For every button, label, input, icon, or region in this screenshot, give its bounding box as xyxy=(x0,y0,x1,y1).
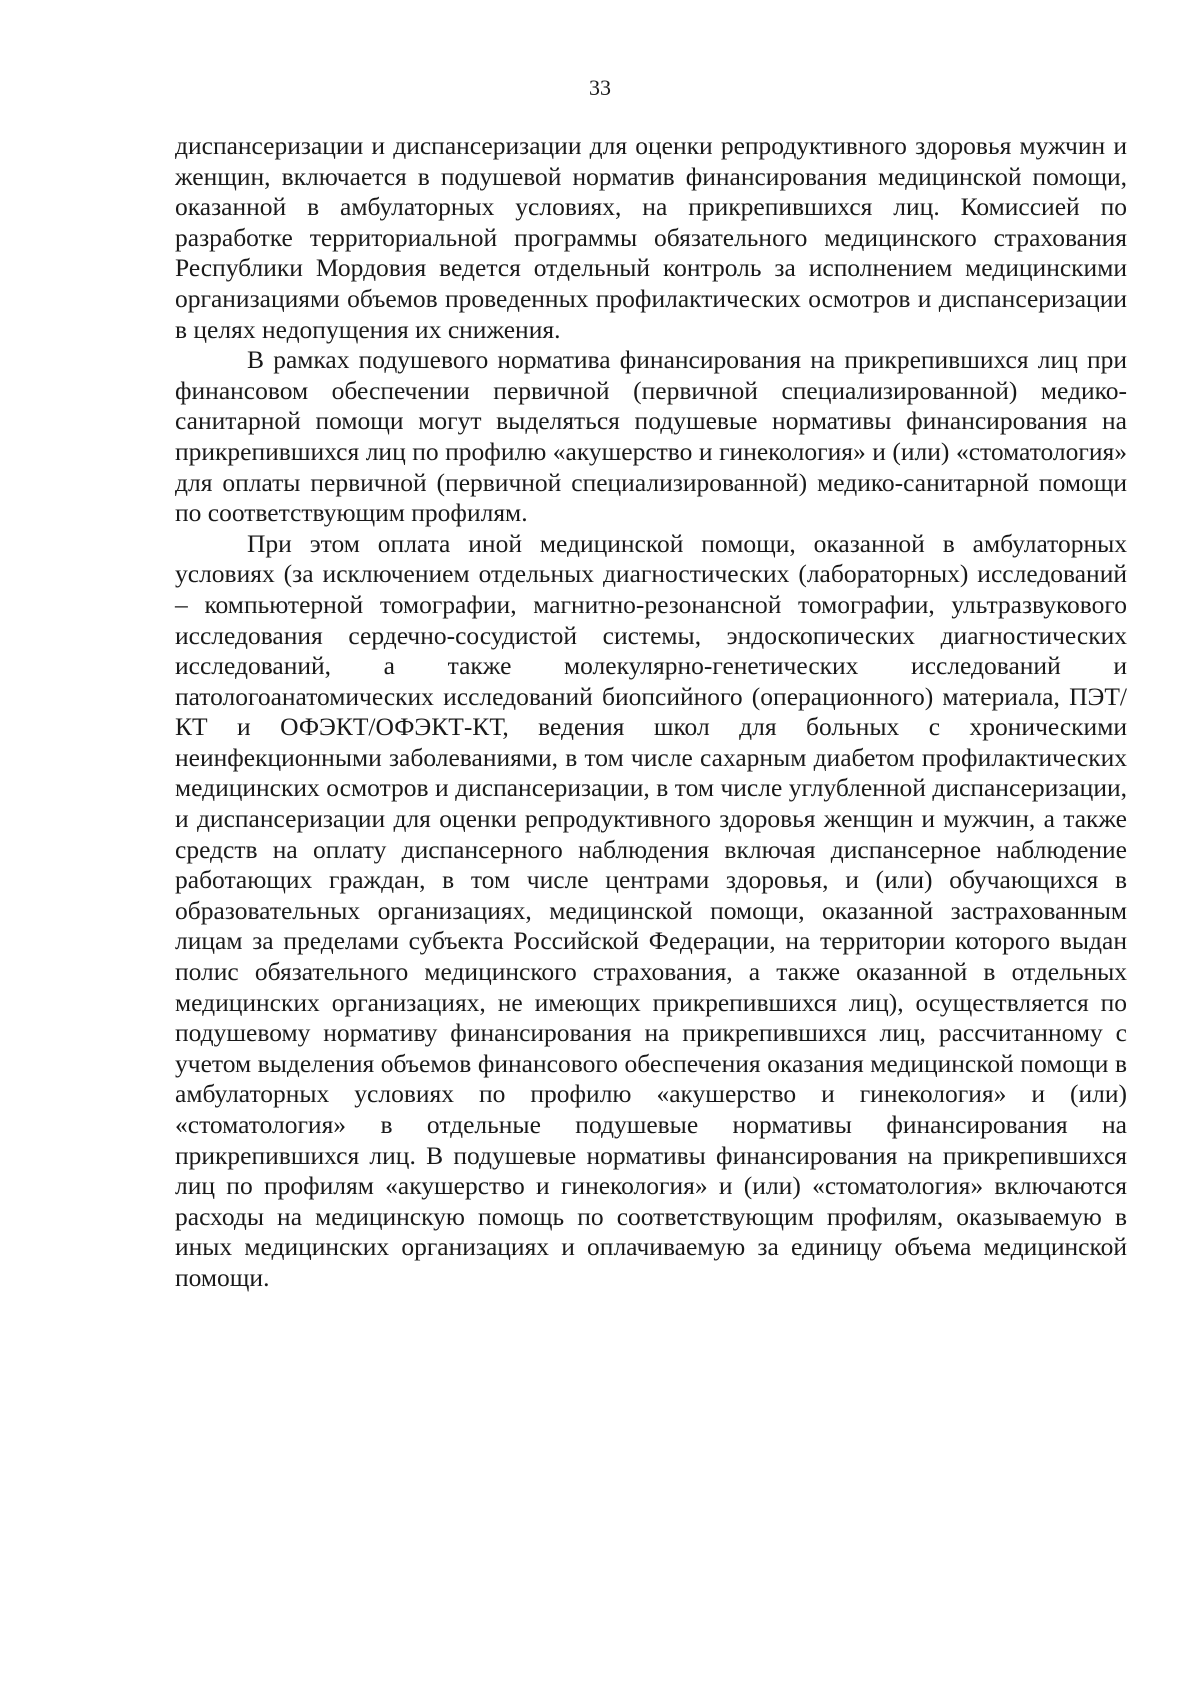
page-number: 33 xyxy=(589,75,611,100)
document-body xyxy=(175,131,1127,1294)
paragraph-per-capita-standards: В рамках подушевого норматива финансирования на прикрепившихся лиц при финансовом обеспечении первичной (первичной специализированной) медико-санитарной помощи могут выделяться подушевые нормативы финансирования на прикрепившихся лиц по профилю «акушерство и гинекология» и (или) «стоматология» для оплаты первичной (первичной специализированной) медико-санитарной помощи по соответствующим профилям. xyxy=(175,345,1127,528)
paragraph-payment-other-care: При этом оплата иной медицинской помощи, оказанной в амбулаторных условиях (за исключением отдельных диагностических (лабораторных) исследований – компьютерной томографии, магнитно-резонансной томографии, ультразвукового исследования сердечно-сосудистой системы, эндоскопических диагностических исследований, а также молекулярно-генетических исследований и патологоанатомических исследований биопсийного (операционного) материала, ПЭТ/КТ и ОФЭКТ/ОФЭКТ-КТ, ведения школ для больных с хроническими неинфекционными заболеваниями, в том числе сахарным диабетом профилактических медицинских осмотров и диспансеризации, в том числе углубленной диспансеризации, и диспансеризации для оценки репродуктивного здоровья женщин и мужчин, а также средств на оплату диспансерного наблюдения включая диспансерное наблюдение работающих граждан, в том числе центрами здоровья, и (или) обучающихся в образовательных организациях, медицинской помощи, оказанной застрахованным лицам за пределами субъекта Российской Федерации, на территории которого выдан полис обязательного медицинского страхования, а также оказанной в отдельных медицинских организациях, не имеющих прикрепившихся лиц), осуществляется по подушевому нормативу финансирования на прикрепившихся лиц, рассчитанному с учетом выделения объемов финансового обеспечения оказания медицинской помощи в амбулаторных условиях по профилю «акушерство и гинекология» и (или) «стоматология» в отдельные подушевые нормативы финансирования на прикрепившихся лиц. В подушевые нормативы финансирования на прикрепившихся лиц по профилям «акушерство и гинекология» и (или) «стоматология» включаются расходы на медицинскую помощь по соответствующим профилям, оказываемую в иных медицинских организациях и оплачиваемую за единицу объема медицинской помощи. xyxy=(175,528,1127,1292)
paragraph-continuation: диспансеризации и диспансеризации для оценки репродуктивного здоровья мужчин и женщин, включается в подушевой норматив финансирования медицинской помощи, оказанной в амбулаторных условиях, на прикрепившихся лиц. Комиссией по разработке территориальной программы обязательного медицинского страхования Республики Мордовия ведется отдельный контроль за исполнением медицинскими организациями объемов проведенных профилактических осмотров и диспансеризации в целях недопущения их снижения. xyxy=(175,131,1127,344)
